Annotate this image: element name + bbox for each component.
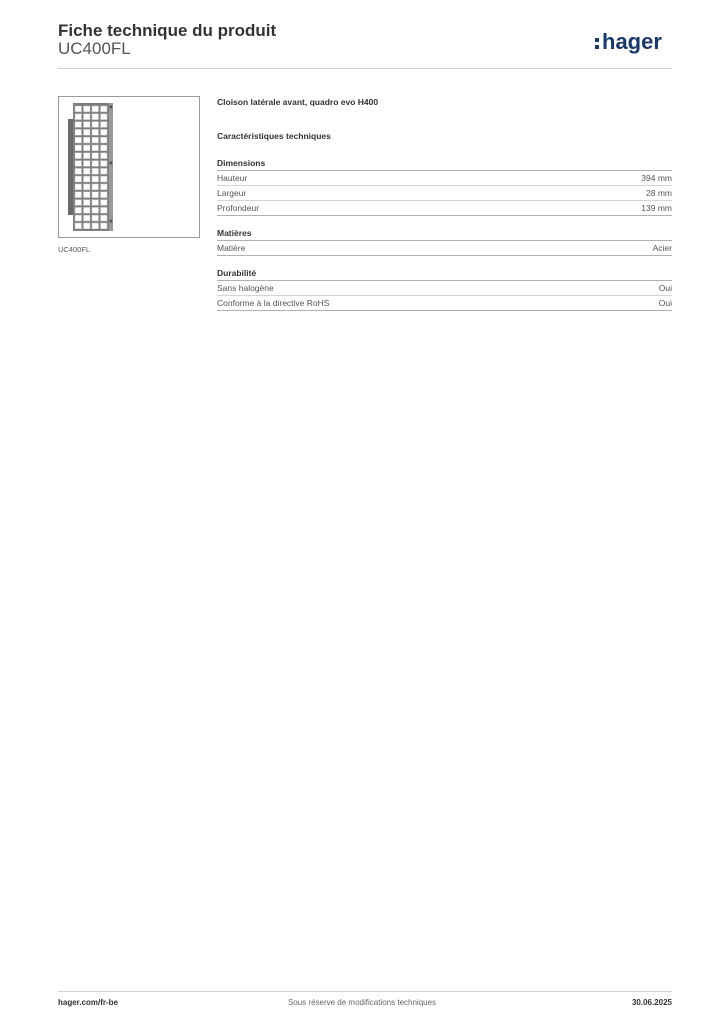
spec-label: Sans halogène [217, 283, 274, 293]
grille-partition-icon [59, 97, 199, 237]
hager-logo-icon [594, 28, 674, 58]
spec-label: Profondeur [217, 203, 260, 213]
characteristics-sections [217, 156, 672, 311]
section-title: Dimensions [217, 156, 672, 171]
product-reference: UC400FL [58, 39, 131, 58]
spec-label: Conforme à la directive RoHS [217, 298, 330, 308]
footer-disclaimer: Sous réserve de modifications techniques [287, 998, 437, 1007]
spec-row [217, 296, 672, 311]
spec-row [217, 241, 672, 256]
spec-row [217, 186, 672, 201]
section-title: Durabilité [217, 266, 672, 281]
section [217, 156, 672, 216]
spec-label: Largeur [217, 188, 247, 198]
spec-value: 28 mm [646, 188, 672, 198]
spec-value: 139 mm [641, 203, 672, 213]
brand-name: hager [602, 29, 662, 54]
spec-label: Hauteur [217, 173, 248, 183]
page-title: Fiche technique du produit [58, 21, 277, 40]
spec-value: Oui [658, 283, 672, 293]
spec-row [217, 281, 672, 296]
product-name: Cloison latérale avant, quadro evo H400 [217, 97, 379, 107]
image-caption: UC400FL [58, 245, 91, 254]
hager-logo [594, 28, 674, 58]
footer-website: hager.com/fr-be [58, 998, 119, 1007]
spec-row [217, 201, 672, 216]
section [217, 226, 672, 256]
tech-characteristics-heading: Caractéristiques techniques [217, 131, 331, 141]
product-image [58, 96, 200, 238]
spec-label: Matière [217, 243, 246, 253]
footer-date: 30.06.2025 [631, 998, 672, 1007]
spec-value: Acier [652, 243, 672, 253]
spec-row [217, 171, 672, 186]
product-details [217, 96, 672, 311]
footer-divider [58, 991, 672, 992]
spec-value: 394 mm [641, 173, 672, 183]
section-title: Matières [217, 226, 672, 241]
section [217, 266, 672, 311]
header-divider [58, 68, 672, 69]
spec-value: Oui [658, 298, 672, 308]
